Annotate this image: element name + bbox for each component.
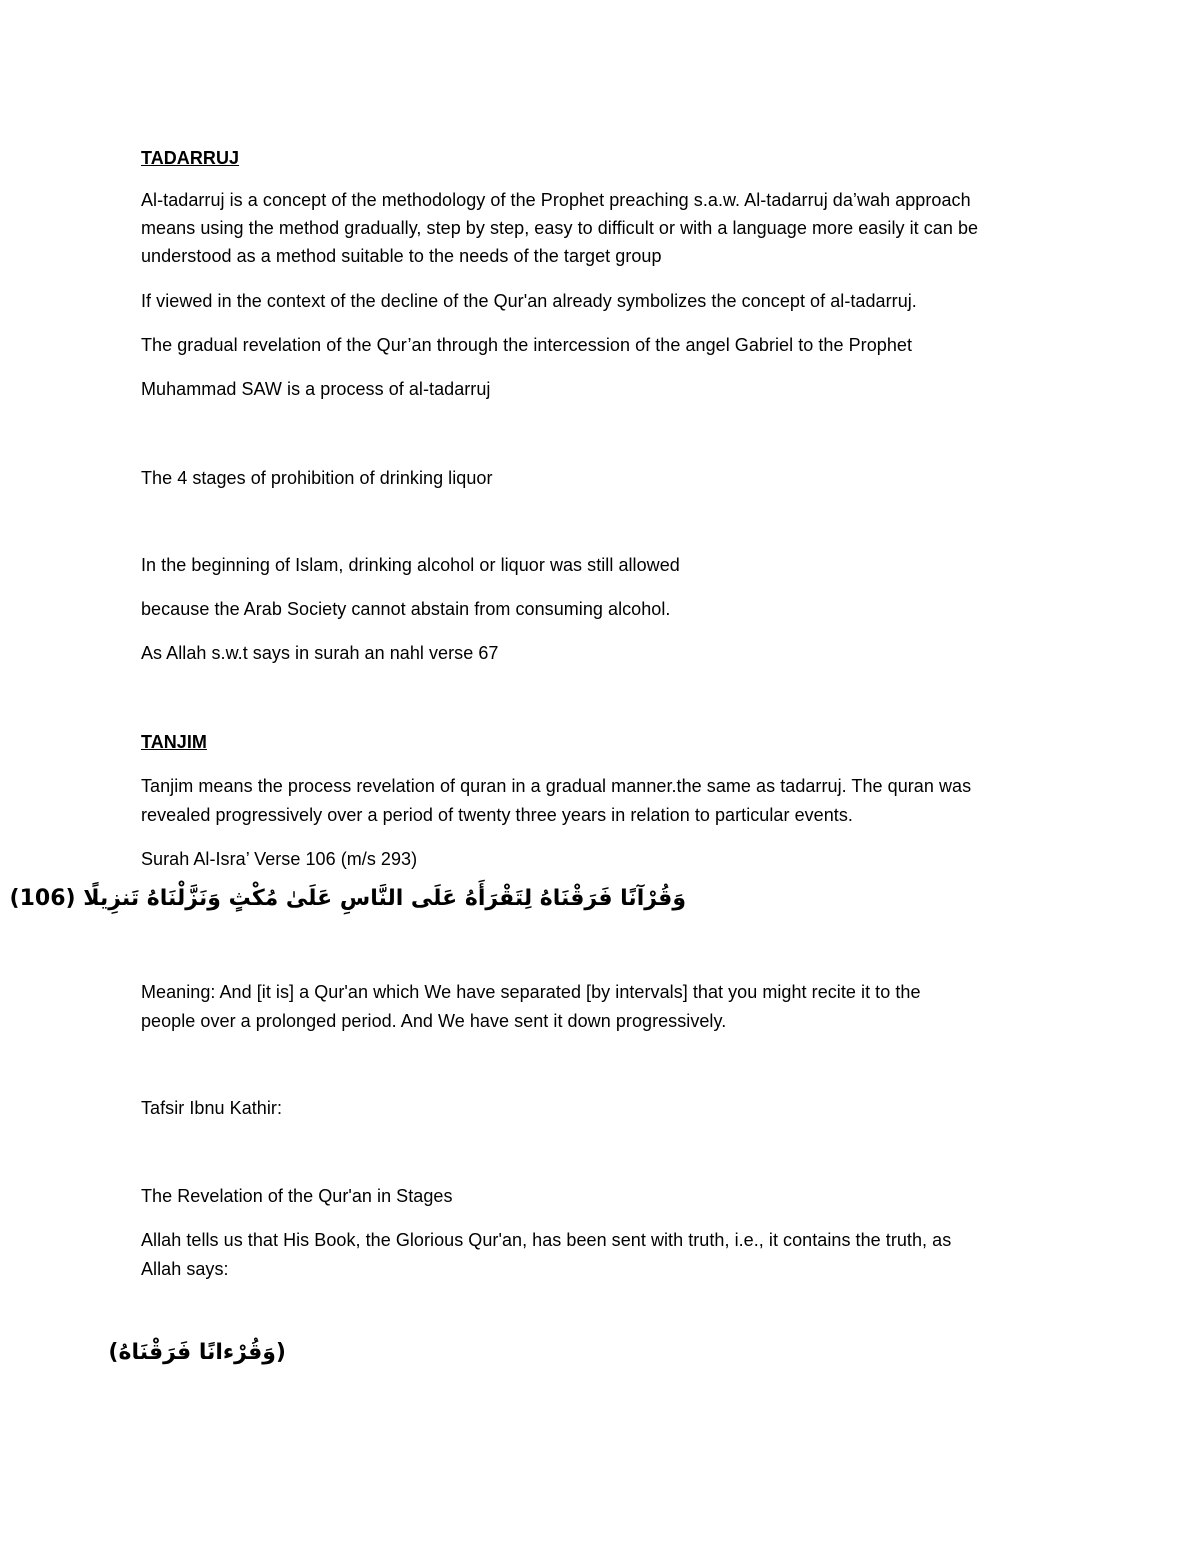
paragraph-line: Allah says: bbox=[141, 1259, 229, 1279]
paragraph-line: If viewed in the context of the decline of the Qur'an already symbolizes the concept of al-tadarruj. bbox=[141, 291, 917, 311]
arabic-fragment: (وَقُرْءانًا فَرَقْنَاهُ) bbox=[108, 1340, 286, 1365]
meaning-line: people over a prolonged period. And We have sent it down progressively. bbox=[141, 1011, 727, 1031]
paragraph-line: In the beginning of Islam, drinking alcohol or liquor was still allowed bbox=[141, 555, 680, 575]
surah-reference: Surah Al-Isra’ Verse 106 (m/s 293) bbox=[141, 849, 418, 869]
heading-tanjim: TANJIM bbox=[141, 732, 207, 752]
paragraph-line: means using the method gradually, step by step, easy to difficult or with a language more easily it can be bbox=[141, 218, 979, 238]
paragraph-line: The gradual revelation of the Qur’an through the intercession of the angel Gabriel to the Prophet bbox=[141, 335, 913, 355]
paragraph-line: Allah tells us that His Book, the Glorious Qur'an, has been sent with truth, i.e., it contains the truth, as bbox=[141, 1230, 952, 1250]
paragraph-line: because the Arab Society cannot abstain from consuming alcohol. bbox=[141, 599, 671, 619]
heading-tadarruj: TADARRUJ bbox=[141, 148, 240, 168]
paragraph-line: understood as a method suitable to the needs of the target group bbox=[141, 246, 662, 266]
arabic-verse: وَقُرْآنًا فَرَقْنَاهُ لِتَقْرَأَهُ عَلَى النَّاسِ عَلَىٰ مُكْثٍ وَنَزَّلْنَاهُ تَنزِيلًا (106) bbox=[9, 886, 686, 911]
paragraph-line: Al-tadarruj is a concept of the methodology of the Prophet preaching s.a.w. Al-tadarruj da’wah approach bbox=[141, 190, 971, 210]
paragraph-line: The 4 stages of prohibition of drinking liquor bbox=[141, 468, 493, 488]
meaning-line: Meaning: And [it is] a Qur'an which We have separated [by intervals] that you might recite it to the bbox=[141, 982, 921, 1002]
paragraph-line: Tanjim means the process revelation of quran in a gradual manner.the same as tadarruj. The quran was bbox=[141, 776, 972, 796]
paragraph-line: revealed progressively over a period of twenty three years in relation to particular events. bbox=[141, 805, 853, 825]
paragraph-line: Muhammad SAW is a process of al-tadarruj bbox=[141, 379, 491, 399]
tafsir-label: Tafsir Ibnu Kathir: bbox=[141, 1098, 283, 1118]
paragraph-line: As Allah s.w.t says in surah an nahl verse 67 bbox=[141, 643, 499, 663]
subheading-revelation: The Revelation of the Qur'an in Stages bbox=[141, 1186, 453, 1206]
